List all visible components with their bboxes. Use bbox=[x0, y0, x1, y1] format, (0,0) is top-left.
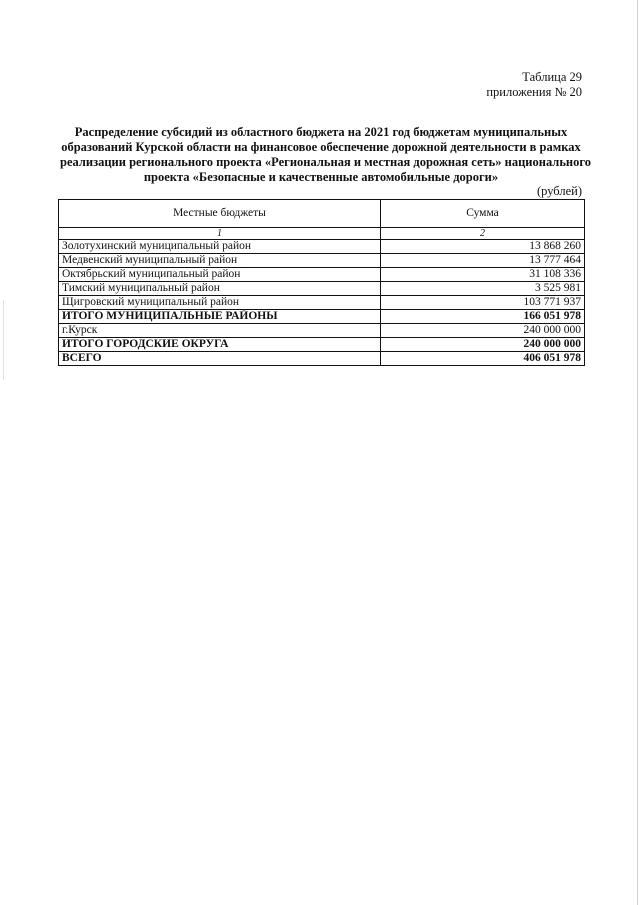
budget-name-cell: ИТОГО ГОРОДСКИЕ ОКРУГА bbox=[59, 338, 381, 352]
amount-cell: 13 777 464 bbox=[381, 254, 585, 268]
table-row bbox=[59, 310, 585, 324]
table-row bbox=[59, 296, 585, 310]
column-number: 1 bbox=[59, 228, 381, 240]
units-label: (рублей) bbox=[536, 184, 582, 198]
table-row bbox=[59, 282, 585, 296]
table-row bbox=[59, 254, 585, 268]
amount-cell: 406 051 978 bbox=[381, 352, 585, 366]
title-line: образований Курской области на финансовое обеспечение дорожной деятельности в рамках bbox=[61, 140, 581, 154]
subsidy-table bbox=[58, 199, 585, 366]
column-number: 2 bbox=[381, 228, 585, 240]
budget-name-cell: Октябрьский муниципальный район bbox=[59, 268, 381, 282]
table-reference bbox=[486, 70, 582, 100]
amount-cell: 31 108 336 bbox=[381, 268, 585, 282]
title-line: Распределение субсидий из областного бюджета на 2021 год бюджетам муниципальных bbox=[74, 125, 568, 139]
amount-cell: 240 000 000 bbox=[381, 324, 585, 338]
budget-name-cell: ВСЕГО bbox=[59, 352, 381, 366]
scan-edge-line bbox=[637, 0, 638, 905]
table-row bbox=[59, 268, 585, 282]
amount-cell: 240 000 000 bbox=[381, 338, 585, 352]
column-header-amount: Сумма bbox=[381, 200, 585, 228]
amount-cell: 166 051 978 bbox=[381, 310, 585, 324]
title-line: проекта «Безопасные и качественные автомобильные дороги» bbox=[143, 170, 499, 184]
budget-name-cell: ИТОГО МУНИЦИПАЛЬНЫЕ РАЙОНЫ bbox=[59, 310, 381, 324]
table-row bbox=[59, 352, 585, 366]
table-row bbox=[59, 240, 585, 254]
amount-cell: 103 771 937 bbox=[381, 296, 585, 310]
title-line: реализации регионального проекта «Региональная и местная дорожная сеть» национального bbox=[60, 155, 591, 169]
table-row bbox=[59, 324, 585, 338]
table-number-label: Таблица 29 bbox=[522, 70, 582, 84]
budget-name-cell: Золотухинский муниципальный район bbox=[59, 240, 381, 254]
document-title bbox=[60, 125, 591, 185]
budget-name-cell: Щигровский муниципальный район bbox=[59, 296, 381, 310]
amount-cell: 13 868 260 bbox=[381, 240, 585, 254]
column-header-budgets: Местные бюджеты bbox=[59, 200, 381, 228]
table-header-row bbox=[59, 200, 585, 228]
table-row bbox=[59, 338, 585, 352]
budget-name-cell: г.Курск bbox=[59, 324, 381, 338]
budget-name-cell: Тимский муниципальный район bbox=[59, 282, 381, 296]
appendix-label: приложения № 20 bbox=[486, 85, 582, 99]
budget-name-cell: Медвенский муниципальный район bbox=[59, 254, 381, 268]
scan-edge-mark bbox=[3, 300, 4, 380]
amount-cell: 3 525 981 bbox=[381, 282, 585, 296]
column-number-row bbox=[59, 228, 585, 240]
